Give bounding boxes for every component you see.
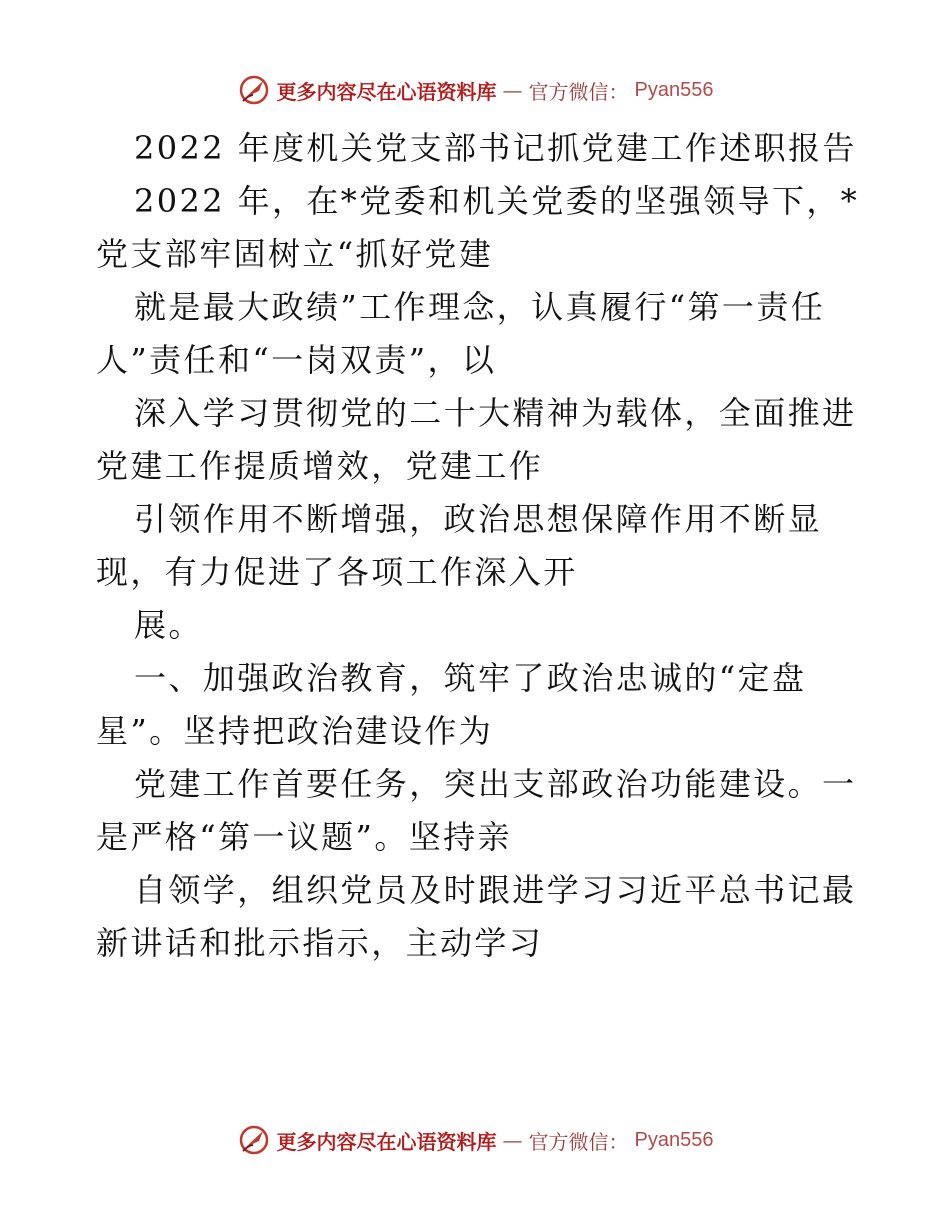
quill-logo-icon	[237, 1123, 271, 1157]
watermark-separator: —	[502, 1128, 523, 1152]
text-line: 就是最大政绩”工作理念，认真履行“第一责任	[134, 288, 826, 326]
text-line: 党建工作首要任务，突出支部政治功能建设。一	[134, 765, 857, 803]
text-line: 2022 年，在*党委和机关党委的坚强领导下，*	[134, 182, 860, 220]
text-line: 展。	[134, 606, 203, 644]
watermark-wechat-label: 官方微信：	[528, 1129, 629, 1154]
text-line: 现，有力促进了各项工作深入开	[96, 553, 578, 591]
text-line: 党建工作提质增效，党建工作	[96, 447, 544, 485]
text-line: 引领作用不断增强，政治思想保障作用不断显	[134, 500, 823, 538]
text-line: 是严格“第一议题”。坚持亲	[96, 818, 512, 856]
watermark-wechat-label: 官方微信：	[528, 79, 629, 104]
text-line: 人”责任和“一岗双责”，以	[96, 341, 497, 379]
text-line: 新讲话和批示指示，主动学习	[96, 924, 544, 962]
text-line: 一、加强政治教育，筑牢了政治忠诚的“定盘	[134, 659, 807, 697]
watermark-site-text: 更多内容尽在心语资料库	[276, 79, 497, 104]
text-line: 深入学习贯彻党的二十大精神为载体，全面推进	[134, 394, 857, 432]
watermark-wechat-id: Pyan556	[634, 1128, 714, 1151]
quill-logo-icon	[237, 73, 271, 107]
watermark-separator: —	[502, 78, 523, 102]
text-line: 党支部牢固树立“抓好党建	[96, 235, 494, 273]
document-title: 2022 年度机关党支部书记抓党建工作述职报告	[134, 129, 857, 167]
document-body	[96, 122, 860, 970]
watermark-banner-top	[0, 70, 950, 110]
watermark-banner-bottom	[0, 1120, 950, 1160]
watermark-site-text: 更多内容尽在心语资料库	[276, 1129, 497, 1154]
text-line: 星”。坚持把政治建设作为	[96, 712, 494, 750]
text-line: 自领学，组织党员及时跟进学习习近平总书记最	[134, 871, 857, 909]
watermark-wechat-id: Pyan556	[634, 78, 714, 101]
